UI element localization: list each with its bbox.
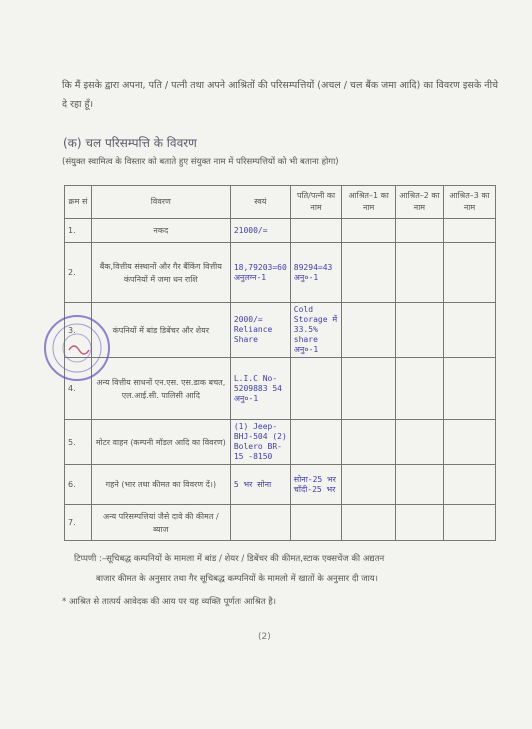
movable-assets-table xyxy=(64,185,496,541)
row-dep1-value xyxy=(342,243,396,303)
row-dep2-value xyxy=(395,303,443,358)
row-spouse-value: सोना-25 भर चाँदी-25 भर xyxy=(290,465,342,505)
row-description: मोटर वाहन (कम्पनी मॉडल आदि का विवरण) xyxy=(91,420,230,465)
row-dep2-value xyxy=(395,505,443,541)
row-number: 7. xyxy=(65,505,92,541)
row-number: 4. xyxy=(65,358,92,420)
table-row xyxy=(65,465,496,505)
page-number: (2) xyxy=(258,632,271,642)
intro-paragraph: कि मैं इसके द्वारा अपना, पति / पत्नी तथा अपने आश्रितों की परिसम्पत्तियों (अचल / चल बैंक जमा आदि) का विवरण इसके नीचे दे रहा हूँ। xyxy=(62,80,499,110)
section-note: (संयुक्त स्वामित्व के विस्तार को बताते हुए संयुक्त नाम में परिसम्पत्तियों को भी बताना होगा) xyxy=(62,157,339,167)
header-description: विवरण xyxy=(91,186,230,219)
row-spouse-value xyxy=(290,505,342,541)
row-dep3-value xyxy=(443,505,495,541)
row-self-value: 18,79203=60 अनुलग्न-1 xyxy=(230,243,290,303)
row-dep2-value xyxy=(395,243,443,303)
row-spouse-value: Cold Storage में 33.5% share अनु०-1 xyxy=(290,303,342,358)
row-description: बैंक,वित्तीय संस्थानों और गैर बैंकिंग वित्तीय कंपनियों में जमा धन राशि xyxy=(91,243,230,303)
row-dep2-value xyxy=(395,219,443,243)
row-number: 6. xyxy=(65,465,92,505)
header-spouse: पति/पत्नी का नाम xyxy=(290,186,342,219)
row-description: नकद xyxy=(91,219,230,243)
row-dep1-value xyxy=(342,465,396,505)
row-dep3-value xyxy=(443,303,495,358)
header-self: स्वयं xyxy=(230,186,290,219)
row-dep1-value xyxy=(342,219,396,243)
row-spouse-value xyxy=(290,420,342,465)
row-description: अन्य वित्तीय साधनों एन.एस. एस.डाक बचत, एल.आई.सी. पालिसी आदि xyxy=(91,358,230,420)
row-number: 2. xyxy=(65,243,92,303)
row-dep2-value xyxy=(395,465,443,505)
row-spouse-value: 89294=43 अनु०-1 xyxy=(290,243,342,303)
row-spouse-value xyxy=(290,219,342,243)
row-dep3-value xyxy=(443,465,495,505)
row-self-value: (1) Jeep- BHJ-504 (2) Bolero BR-15 -8150 xyxy=(230,420,290,465)
row-description: गहने (भार तथा कीमत का विवरण दें।) xyxy=(91,465,230,505)
row-dep3-value xyxy=(443,358,495,420)
row-self-value: 21000/= xyxy=(230,219,290,243)
row-description: कंपनियों में बांड डिबेंचर और शेयर xyxy=(91,303,230,358)
table-row xyxy=(65,303,496,358)
table-row xyxy=(65,358,496,420)
row-dep1-value xyxy=(342,358,396,420)
row-self-value: L.I.C No- 5209883 54 अनु०-1 xyxy=(230,358,290,420)
row-number: 3. xyxy=(65,303,92,358)
row-dep2-value xyxy=(395,358,443,420)
row-dep3-value xyxy=(443,243,495,303)
row-description: अन्य परिसम्पत्तियां जैसे दावे की कीमत / ब्याज xyxy=(91,505,230,541)
row-dep3-value xyxy=(443,219,495,243)
header-serial: क्रम सं xyxy=(65,186,92,219)
row-number: 5. xyxy=(65,420,92,465)
footnote-line-1: टिप्पणी :–सूचिबद्ध कम्पनियों के मामला में बांड / शेयर / डिबेंचर की कीमत,स्टाक एक्सचेंज की अद्यतन xyxy=(74,554,385,564)
table-row xyxy=(65,219,496,243)
table-header-row xyxy=(65,186,496,219)
section-title: (क) चल परिसम्पत्ति के विवरण xyxy=(63,136,197,150)
row-dep3-value xyxy=(443,420,495,465)
row-dep1-value xyxy=(342,303,396,358)
row-dep2-value xyxy=(395,420,443,465)
footnote-line-2: बाजार कीमत के अनुसार तथा गैर सूचिबद्ध कम्पनियों के मामलो में खातों के अनुसार दी जाय। xyxy=(96,574,378,584)
row-self-value xyxy=(230,505,290,541)
header-dependent-3: आश्रित–3 का नाम xyxy=(443,186,495,219)
header-dependent-1: आश्रित–1 का नाम xyxy=(342,186,396,219)
row-spouse-value xyxy=(290,358,342,420)
table-row xyxy=(65,505,496,541)
row-self-value: 2000/= Reliance Share xyxy=(230,303,290,358)
header-dependent-2: आश्रित–2 का नाम xyxy=(395,186,443,219)
row-number: 1. xyxy=(65,219,92,243)
footnote-line-3: * आश्रित से तात्पर्य आवेदक की आय पर यह व्यक्ति पूर्णतः आश्रित है। xyxy=(62,597,277,607)
row-dep1-value xyxy=(342,420,396,465)
notary-stamp-icon xyxy=(42,313,112,383)
row-dep1-value xyxy=(342,505,396,541)
table-row xyxy=(65,243,496,303)
table-row xyxy=(65,420,496,465)
row-self-value: 5 भर सोना xyxy=(230,465,290,505)
